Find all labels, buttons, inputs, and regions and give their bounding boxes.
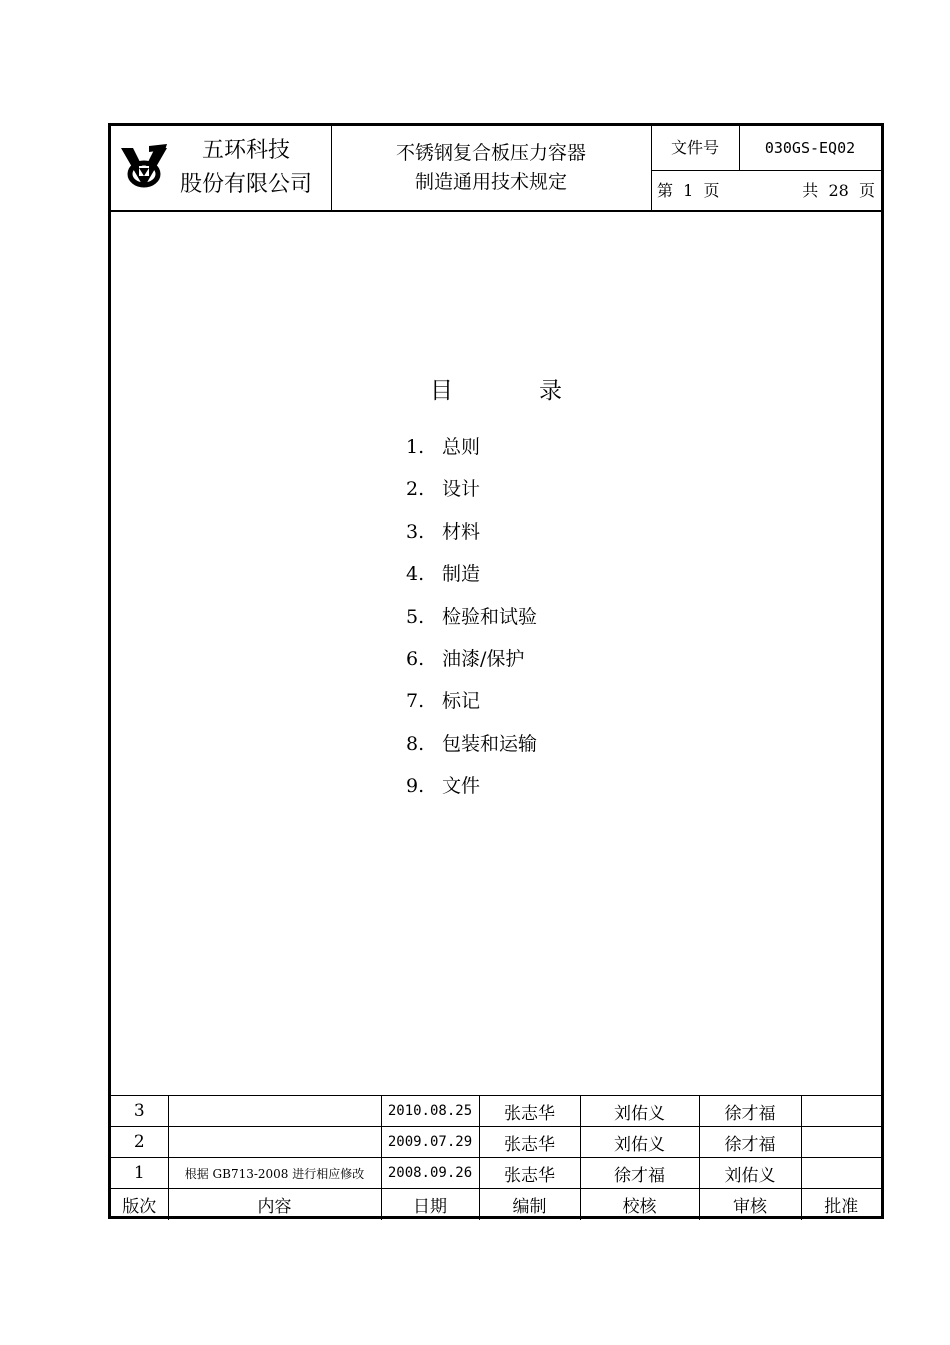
toc-item-number: 2. (406, 478, 425, 501)
document-meta (651, 126, 881, 210)
toc-item (406, 723, 537, 765)
toc-title-char-2: 录 (539, 378, 562, 404)
company-block (111, 126, 332, 210)
doc-number-label: 文件号 (651, 126, 740, 170)
toc-item (406, 638, 537, 680)
revision-version: 1 (111, 1158, 168, 1189)
toc-item-number: 6. (406, 647, 425, 670)
toc-item (406, 680, 537, 722)
toc-title (430, 372, 562, 405)
revision-reviewed: 徐才福 (699, 1096, 801, 1127)
toc-title-char-1: 目 (430, 378, 453, 404)
toc-item-label: 检验和试验 (442, 605, 538, 628)
header-reviewed: 审核 (699, 1189, 801, 1220)
toc-item-label: 总则 (442, 436, 481, 458)
company-logo-icon (119, 142, 169, 192)
toc-item-label: 制造 (442, 563, 481, 586)
doc-number-row (651, 126, 881, 171)
revision-header-row (111, 1189, 881, 1220)
page-current: 第 1 页 (657, 181, 720, 200)
toc-item-label: 包装和运输 (442, 732, 538, 755)
toc-item (406, 468, 537, 510)
revision-approved (801, 1127, 881, 1158)
toc-item-number: 4. (406, 563, 425, 586)
revision-date: 2010.08.25 (381, 1096, 479, 1127)
header-prepared: 编制 (479, 1189, 580, 1220)
toc-item-number: 9. (406, 775, 425, 798)
company-name-line2: 股份有限公司 (179, 172, 312, 197)
doc-number-value: 030GS-EQ02 (764, 139, 856, 157)
header-approved: 批准 (801, 1189, 881, 1220)
header-version: 版次 (111, 1189, 168, 1220)
revision-prepared: 张志华 (479, 1127, 580, 1158)
toc-item-label: 材料 (442, 520, 481, 543)
toc-item-label: 文件 (442, 775, 481, 798)
revision-date: 2009.07.29 (381, 1127, 479, 1158)
revision-approved (801, 1096, 881, 1127)
document-title-line1: 不锈钢复合板压力容器 (395, 142, 586, 164)
revision-content: 根据 GB713-2008 进行相应修改 (168, 1158, 381, 1189)
revision-checked: 刘佑义 (580, 1096, 699, 1127)
revision-content (168, 1127, 381, 1158)
revision-date: 2008.09.26 (381, 1158, 479, 1189)
company-name-line1: 五环科技 (201, 138, 290, 163)
revision-table (111, 1095, 881, 1220)
toc-item-number: 7. (406, 690, 425, 713)
table-row (111, 1096, 881, 1127)
revision-reviewed: 刘佑义 (699, 1158, 801, 1189)
document-title-line2: 制造通用技术规定 (414, 171, 567, 193)
toc-item (406, 511, 537, 553)
company-name (171, 134, 321, 202)
header-checked: 校核 (580, 1189, 699, 1220)
toc-item-label: 标记 (442, 690, 481, 713)
revision-prepared: 张志华 (479, 1158, 580, 1189)
page-info-row (651, 171, 881, 210)
toc-item-number: 3. (406, 520, 425, 543)
toc-item (406, 596, 537, 638)
document-header (111, 126, 881, 212)
toc-item-label: 设计 (442, 478, 481, 501)
table-row (111, 1127, 881, 1158)
toc-list (406, 426, 537, 808)
revision-checked: 徐才福 (580, 1158, 699, 1189)
toc-item-number: 5. (406, 605, 425, 628)
toc-item (406, 553, 537, 595)
header-content: 内容 (168, 1189, 381, 1220)
document-title (331, 126, 652, 210)
toc-item (406, 765, 537, 807)
toc-item-number: 8. (406, 732, 425, 755)
revision-version: 2 (111, 1127, 168, 1158)
revision-prepared: 张志华 (479, 1096, 580, 1127)
page-total: 共 28 页 (802, 181, 875, 200)
document-frame (108, 123, 884, 1219)
revision-checked: 刘佑义 (580, 1127, 699, 1158)
table-row (111, 1158, 881, 1189)
revision-reviewed: 徐才福 (699, 1127, 801, 1158)
revision-version: 3 (111, 1096, 168, 1127)
revision-approved (801, 1158, 881, 1189)
revision-content (168, 1096, 381, 1127)
toc-item (406, 426, 537, 468)
toc-item-number: 1. (406, 436, 425, 458)
header-date: 日期 (381, 1189, 479, 1220)
toc-item-label: 油漆/保护 (442, 647, 525, 670)
